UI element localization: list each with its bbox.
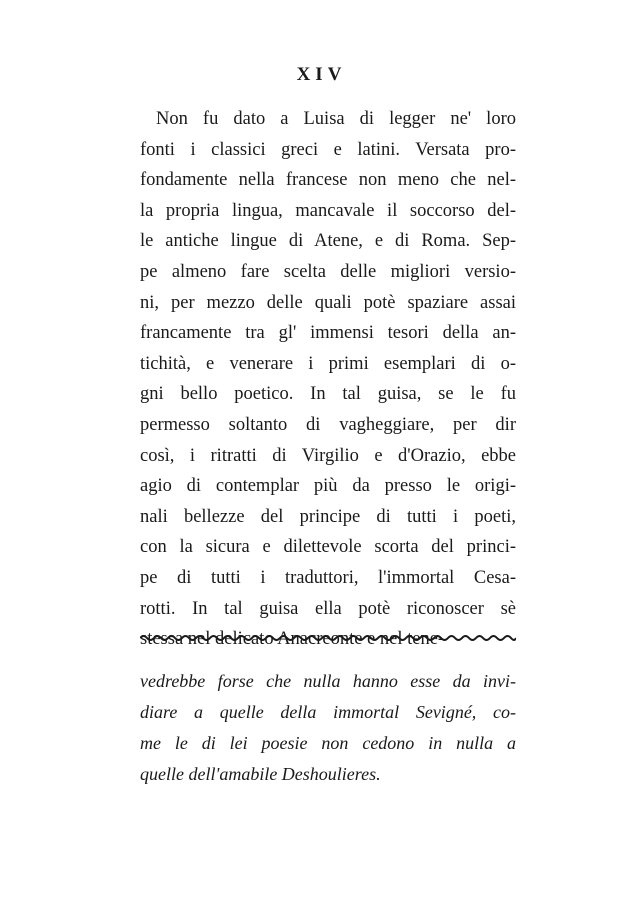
text-line: la propria lingua, mancavale il soccorso del- — [140, 200, 516, 221]
text-line: pe almeno fare scelta delle migliori versio- — [140, 261, 516, 282]
text-line: fondamente nella francese non meno che nel- — [140, 170, 516, 191]
text-line: francamente tra gl' immensi tesori della an- — [140, 323, 516, 344]
footnote-block — [140, 666, 516, 790]
text-line: con la sicura e dilettevole scorta del princi- — [140, 537, 516, 558]
text-line: nali bellezze del principe di tutti i poeti, — [140, 506, 516, 527]
footnote-line: diare a quelle della immortal Sevigné, co- — [140, 702, 516, 722]
page-number: XIV — [296, 64, 347, 85]
text-line: rotti. In tal guisa ella potè riconoscer sè — [140, 598, 516, 619]
text-line: Non fu dato a Luisa di legger ne' loro — [156, 109, 516, 129]
text-line: tichità, e venerare i primi esemplari di o- — [140, 353, 516, 374]
text-line: stessa nel delicato Anacreonte e nel tene- — [140, 629, 445, 650]
footnote-line: quelle dell'amabile Deshoulieres. — [140, 764, 381, 784]
text-line: le antiche lingue di Atene, e di Roma. Sep- — [140, 231, 516, 252]
text-line: così, i ritratti di Virgilio e d'Orazio, ebbe — [140, 445, 516, 466]
footnote-line: me le di lei poesie non cedono in nulla a — [140, 733, 516, 753]
text-line: fonti i classici greci e latini. Versata pro- — [140, 139, 516, 160]
wavy-divider — [140, 633, 516, 643]
footnote-line: vedrebbe forse che nulla hanno esse da invi- — [140, 671, 516, 691]
text-line: permesso soltanto di vagheggiare, per dir — [140, 414, 516, 435]
text-line: agio di contemplar più da presso le origi- — [140, 476, 516, 497]
wavy-divider-line — [140, 636, 516, 640]
text-line: gni bello poetico. In tal guisa, se le fu — [140, 384, 516, 405]
text-line: ni, per mezzo delle quali potè spaziare assai — [140, 292, 516, 313]
main-text-block — [140, 104, 516, 655]
text-line: pe di tutti i traduttori, l'immortal Cesa- — [140, 567, 516, 588]
